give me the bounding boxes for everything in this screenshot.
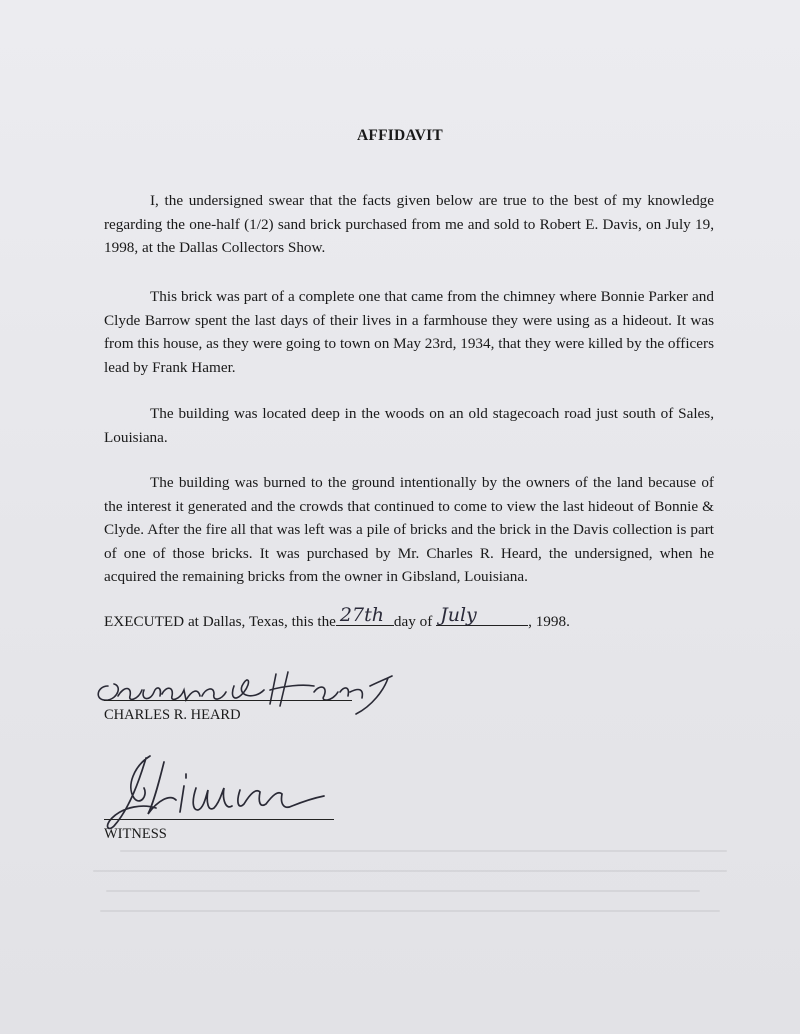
handwritten-day: 27th	[339, 604, 384, 626]
witness-signature-line	[104, 819, 334, 820]
paragraph-1: I, the undersigned swear that the facts given below are true to the best of my knowledge regarding the one-half (1/2) sand brick purchased from me and sold to Robert E. Davis, on July 19, 1998, at the Dallas Collectors Show.	[104, 192, 714, 256]
paragraph-4: The building was burned to the ground intentionally by the owners of the land because of the interest it generated and the crowds that continued to come to view the last hideout of Bonnie & Clyde. After the fire all that was left was a pile of bricks and the brick in the Davis collection is part of one of those bricks. It was purchased by Mr. Charles R. Heard, the undersigned, when he acquired the remaining bricks from the owner in Gibsland, Louisiana.	[104, 474, 714, 585]
witness-label: WITNESS	[104, 826, 167, 842]
execution-middle: day of	[393, 613, 433, 630]
execution-suffix: , 1998.	[528, 613, 570, 630]
handwritten-month: July	[440, 604, 477, 626]
month-blank	[436, 604, 528, 626]
day-blank	[336, 604, 394, 626]
paragraph-3: The building was located deep in the woods on an old stagecoach road just south of Sales, Louisiana.	[104, 405, 714, 446]
paragraph-2: This brick was part of a complete one that came from the chimney where Bonnie Parker and Clyde Barrow spent the last days of their lives in a farmhouse they were using as a hideout. It was from this house, as they were going to town on May 23rd, 1934, that they were killed by the officers lead by Frank Hamer.	[104, 288, 714, 376]
execution-prefix: EXECUTED at Dallas, Texas, this the	[104, 613, 336, 630]
bleed-through-text	[80, 850, 740, 1000]
signer-name-label: CHARLES R. HEARD	[104, 707, 241, 723]
execution-line	[104, 604, 570, 631]
witness-signature	[100, 748, 340, 838]
document-title: AFFIDAVIT	[357, 127, 443, 144]
signer-signature-line	[104, 700, 352, 701]
